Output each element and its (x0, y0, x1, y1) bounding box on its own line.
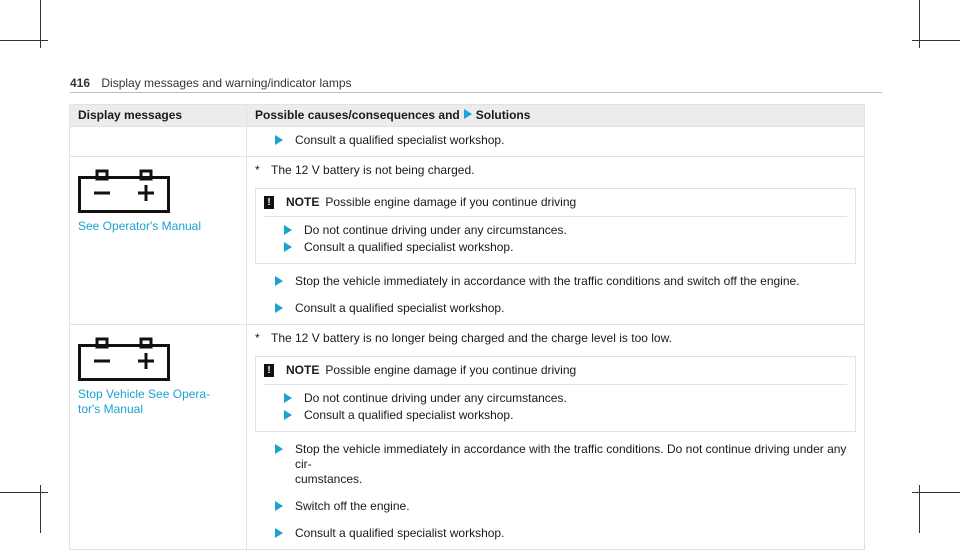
arrow-right-icon (275, 135, 283, 145)
arrow-right-icon (275, 276, 283, 286)
cause-item (255, 163, 856, 178)
step-text: Consult a qualified specialist workshop. (295, 301, 505, 315)
solutions-cell (247, 127, 865, 157)
display-cell (70, 127, 247, 157)
table-row (70, 325, 865, 550)
exclamation-icon: ! (264, 364, 274, 377)
step-item (255, 274, 856, 289)
arrow-right-icon (284, 225, 292, 235)
crop-mark (912, 492, 960, 493)
cause-text: The 12 V battery is no longer being charged and the charge level is too low. (271, 331, 672, 345)
column-header-causes-text: Possible causes/consequences and (255, 108, 460, 122)
arrow-right-icon (275, 501, 283, 511)
arrow-right-icon (464, 109, 472, 119)
note-title: NOTE (286, 195, 320, 209)
column-header-display: Display messages (70, 105, 247, 127)
note-box (255, 356, 856, 432)
note-box (255, 188, 856, 264)
note-head (264, 195, 847, 217)
table-row (70, 157, 865, 325)
step-text: Do not continue driving under any circumstances. (304, 391, 567, 405)
battery-icon (78, 337, 170, 381)
cause-item (255, 331, 856, 346)
note-head (264, 363, 847, 385)
step-item (255, 526, 856, 541)
arrow-right-icon (275, 444, 283, 454)
crop-mark (0, 492, 48, 493)
step-text: Switch off the engine. (295, 499, 410, 513)
arrow-right-icon (275, 528, 283, 538)
step-item (255, 301, 856, 316)
step-text: Consult a qualified specialist workshop. (295, 526, 505, 540)
asterisk-mark: * (255, 331, 260, 345)
step-text: Do not continue driving under any circumstances. (304, 223, 567, 237)
display-cell (70, 157, 247, 325)
step-item (264, 223, 847, 238)
table-row (70, 127, 865, 157)
step-text: Stop the vehicle immediately in accordance with the traffic conditions. Do not continue driving under any cir- cumstances. (295, 442, 847, 486)
solutions-cell (247, 325, 865, 550)
display-cell (70, 325, 247, 550)
display-messages-table (69, 104, 865, 550)
page-number: 416 (70, 76, 91, 90)
step-item (255, 499, 856, 514)
display-caption: Stop Vehicle See Opera- tor's Manual (78, 387, 211, 416)
step-item (255, 442, 856, 487)
note-text: Possible engine damage if you continue driving (325, 195, 577, 209)
step-text: Consult a qualified specialist workshop. (304, 408, 514, 422)
step-item (264, 391, 847, 406)
crop-mark (0, 40, 48, 41)
arrow-right-icon (275, 303, 283, 313)
step-text: Stop the vehicle immediately in accordance with the traffic conditions and switch off the engine. (295, 274, 800, 288)
cause-text: The 12 V battery is not being charged. (271, 163, 475, 177)
section-title: Display messages and warning/indicator lamps (101, 76, 352, 90)
exclamation-icon: ! (264, 196, 274, 209)
column-header-solutions-text: Solutions (475, 108, 531, 122)
note-text: Possible engine damage if you continue driving (325, 363, 577, 377)
step-text: Consult a qualified specialist workshop. (295, 133, 505, 147)
table-header-row (70, 105, 865, 127)
solutions-cell (247, 157, 865, 325)
asterisk-mark: * (255, 163, 260, 177)
arrow-right-icon (284, 393, 292, 403)
display-caption: See Operator's Manual (78, 219, 202, 233)
step-item (255, 133, 856, 148)
column-header-causes (247, 105, 865, 127)
step-text: Consult a qualified specialist workshop. (304, 240, 514, 254)
page-header (70, 76, 882, 93)
step-item (264, 240, 847, 255)
crop-mark (912, 40, 960, 41)
arrow-right-icon (284, 410, 292, 420)
arrow-right-icon (284, 242, 292, 252)
note-title: NOTE (286, 363, 320, 377)
step-item (264, 408, 847, 423)
battery-icon (78, 169, 170, 213)
